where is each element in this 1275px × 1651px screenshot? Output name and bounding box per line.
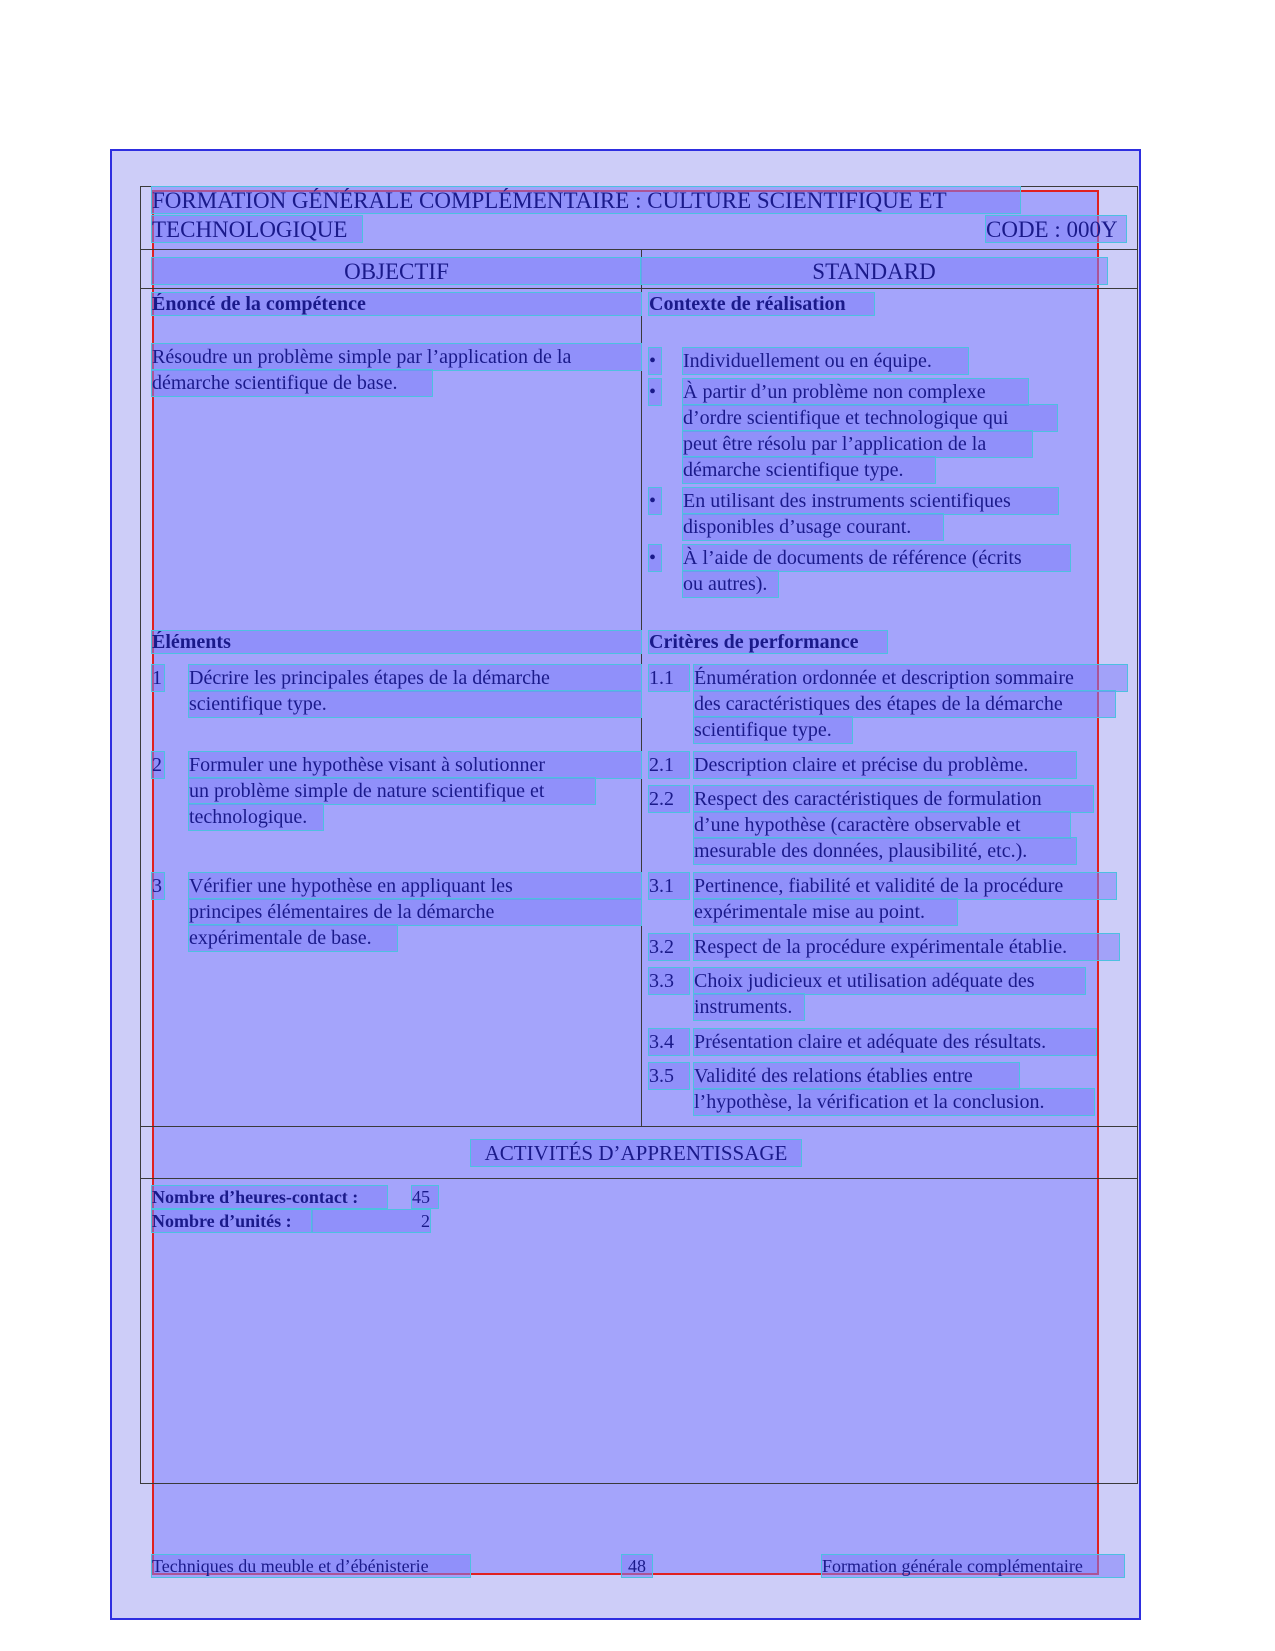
context-heading: Contexte de réalisation [649, 293, 874, 315]
criterion-number: 3.4 [649, 1029, 689, 1055]
element-line: Vérifier une hypothèse en appliquant les [189, 873, 641, 899]
criterion-line: Choix judicieux et utilisation adéquate des [694, 968, 1085, 994]
context-item-line: À partir d’un problème non complexe [683, 379, 1028, 405]
element-line: scientifique type. [189, 691, 641, 717]
criterion-line: des caractéristiques des étapes de la démarche [694, 691, 1115, 717]
footer-page-number: 48 [622, 1555, 652, 1577]
units-label: Nombre d’unités : [152, 1210, 312, 1232]
element-line: expérimentale de base. [189, 925, 397, 951]
criterion-line: Description claire et précise du problème. [694, 752, 1076, 778]
criterion-line: expérimentale mise au point. [694, 899, 957, 925]
divider-activities-bottom [140, 1178, 1138, 1179]
criterion-line: mesurable des données, plausibilité, etc.). [694, 838, 1076, 864]
units-value: 2 [312, 1210, 430, 1232]
element-line: Formuler une hypothèse visant à solutionner [189, 752, 641, 778]
context-item-line: En utilisant des instruments scientifiques [683, 488, 1058, 514]
elements-heading: Éléments [152, 631, 641, 653]
context-item-line: À l’aide de documents de référence (écrits [683, 545, 1070, 571]
column-header-objectif: OBJECTIF [152, 258, 641, 284]
hours-value: 45 [412, 1186, 438, 1208]
document-title-line2: TECHNOLOGIQUE [152, 216, 362, 242]
bullet: • [649, 348, 661, 374]
hours-label: Nombre d’heures-contact : [152, 1186, 387, 1208]
criterion-line: instruments. [694, 994, 804, 1020]
context-item-line: disponibles d’usage courant. [683, 514, 943, 540]
criterion-number: 2.1 [649, 752, 689, 778]
footer-program: Techniques du meuble et d’ébénisterie [152, 1555, 470, 1577]
context-item-line: Individuellement ou en équipe. [683, 348, 968, 374]
context-item-line: d’ordre scientifique et technologique qui [683, 405, 1057, 431]
criterion-number: 3.1 [649, 873, 689, 899]
criterion-line: Présentation claire et adéquate des résultats. [694, 1029, 1096, 1055]
divider-header [140, 249, 1138, 250]
criterion-line: Énumération ordonnée et description sommaire [694, 665, 1127, 691]
criterion-number: 1.1 [649, 665, 689, 691]
criterion-line: scientifique type. [694, 717, 852, 743]
criterion-line: Pertinence, fiabilité et validité de la procédure [694, 873, 1116, 899]
footer-section: Formation générale complémentaire [822, 1555, 1124, 1577]
element-line: un problème simple de nature scientifique et [189, 778, 595, 804]
element-line: Décrire les principales étapes de la démarche [189, 665, 641, 691]
bullet: • [649, 545, 661, 571]
criterion-number: 3.3 [649, 968, 689, 994]
element-number: 2 [152, 754, 162, 776]
criterion-line: Respect de la procédure expérimentale établie. [694, 934, 1119, 960]
criterion-line: l’hypothèse, la vérification et la conclusion. [694, 1089, 1094, 1115]
context-item-line: démarche scientifique type. [683, 457, 935, 483]
activities-heading: ACTIVITÉS D’APPRENTISSAGE [471, 1140, 801, 1166]
context-item-line: peut être résolu par l’application de la [683, 431, 1032, 457]
element-number: 3 [152, 875, 162, 897]
bullet: • [649, 488, 661, 514]
competence-line: Résoudre un problème simple par l’application de la [152, 344, 641, 370]
element-line: principes élémentaires de la démarche [189, 899, 641, 925]
criteria-heading: Critères de performance [649, 631, 887, 653]
criterion-number: 3.2 [649, 934, 689, 960]
criterion-line: d’une hypothèse (caractère observable et [694, 812, 1070, 838]
course-code: CODE : 000Y [986, 216, 1126, 242]
criterion-number: 3.5 [649, 1063, 689, 1089]
competence-heading: Énoncé de la compétence [152, 293, 641, 315]
criterion-line: Respect des caractéristiques de formulation [694, 786, 1093, 812]
document-title-line1: FORMATION GÉNÉRALE COMPLÉMENTAIRE : CULTURE SCIENTIFIQUE ET [152, 187, 1020, 213]
context-item-line: ou autres). [683, 571, 778, 597]
competence-line: démarche scientifique de base. [152, 370, 432, 396]
divider-activities-top [140, 1126, 1138, 1127]
bullet: • [649, 379, 661, 405]
criterion-number: 2.2 [649, 786, 689, 812]
divider-columns [140, 288, 1138, 289]
element-line: technologique. [189, 804, 323, 830]
criterion-line: Validité des relations établies entre [694, 1063, 1019, 1089]
column-divider [641, 249, 642, 1127]
element-number: 1 [152, 667, 162, 689]
column-header-standard: STANDARD [641, 258, 1107, 284]
